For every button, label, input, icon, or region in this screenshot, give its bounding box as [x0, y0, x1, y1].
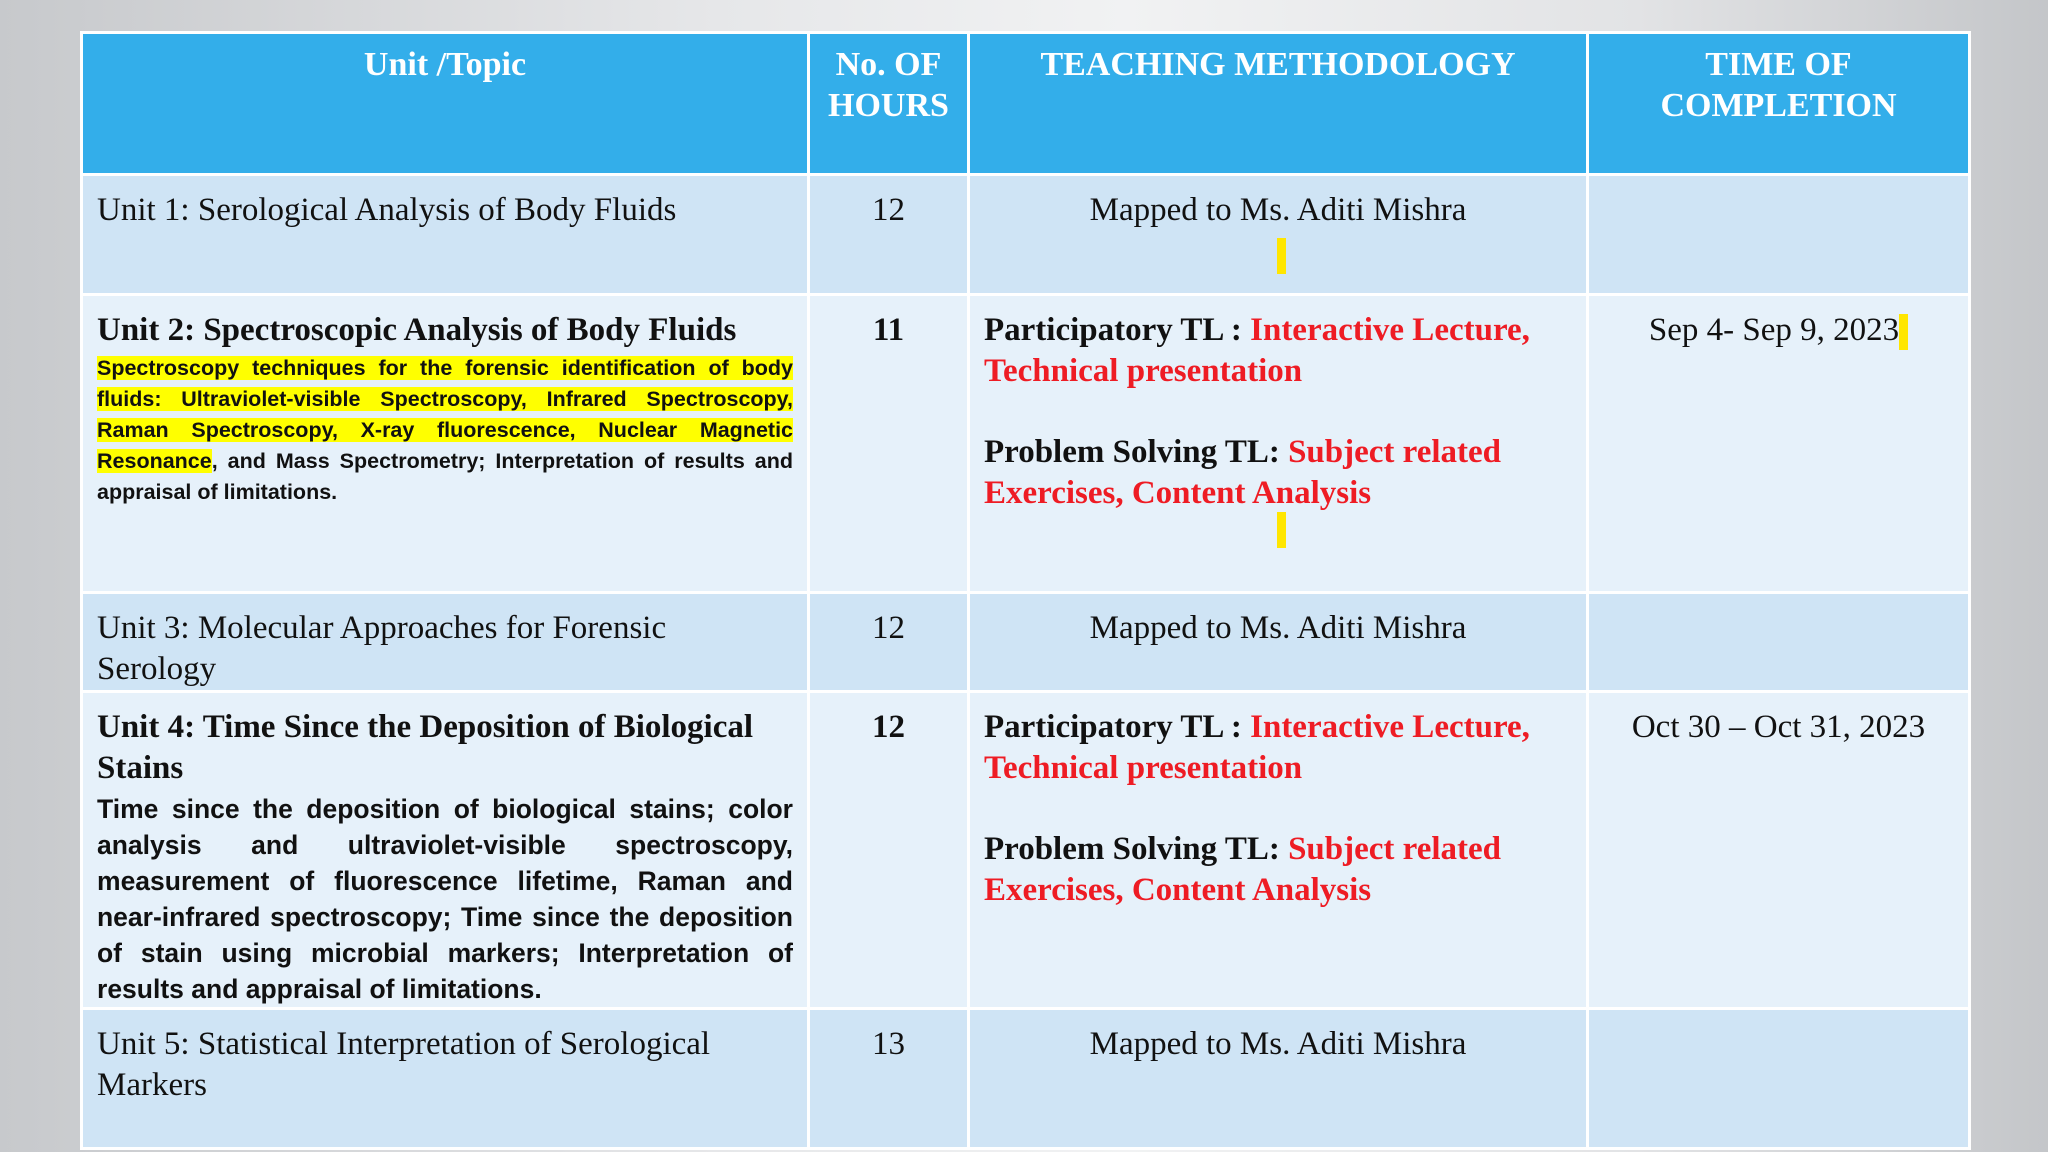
method-value: Subject related Exercises, Content Analysis — [984, 434, 1502, 511]
table-row — [82, 175, 1970, 295]
participatory-tl — [984, 707, 1572, 789]
time-cell — [1588, 295, 1970, 593]
highlighted-text: Spectroscopy techniques for the forensic identification of body fluids: Ultraviolet-visible Spectroscopy, Infrared Spectroscopy, Raman Spectroscopy, X-ray fluorescence, Nuclear Magnetic Resonance — [97, 356, 793, 473]
unit-title: Unit 4: Time Since the Deposition of Biological Stains — [97, 709, 754, 786]
unit-cell — [82, 692, 809, 1009]
unit-description: Time since the deposition of biological stains; color analysis and ultraviolet-visible spectroscopy, measurement of fluorescence lifetime, Raman and near-infrared spectroscopy; Time since the deposition of stain using microbial markers; Interpretation of results and appraisal of limitations. — [97, 794, 793, 1004]
time-cell — [1588, 692, 1970, 1009]
time-cell — [1588, 175, 1970, 295]
unit-title: Unit 5: Statistical Interpretation of Serological Markers — [97, 1026, 711, 1103]
hours-cell — [809, 175, 969, 295]
table-row — [82, 1009, 1970, 1149]
method-text: Mapped to Ms. Aditi Mishra — [1089, 1026, 1467, 1062]
time-value: Sep 4- Sep 9, 2023 — [1589, 296, 1968, 351]
method-label: Participatory TL : — [984, 709, 1251, 745]
method-cell — [969, 1009, 1588, 1149]
participatory-tl — [984, 310, 1572, 392]
unit-cell — [82, 295, 809, 593]
text-cursor-marker — [1899, 314, 1908, 350]
unit-cell — [82, 593, 809, 692]
table-header-row — [82, 33, 1970, 175]
header-unit-topic: Unit /Topic — [82, 33, 809, 175]
time-value — [1589, 1010, 1968, 1024]
table-row — [82, 692, 1970, 1009]
hours-value: 11 — [872, 312, 905, 348]
unit-title: Unit 2: Spectroscopic Analysis of Body Fluids — [97, 312, 737, 348]
hours-cell — [809, 295, 969, 593]
time-cell — [1588, 1009, 1970, 1149]
table-row — [82, 295, 1970, 593]
hours-value: 12 — [872, 610, 905, 646]
problem-solving-tl — [984, 829, 1572, 911]
method-text: Mapped to Ms. Aditi Mishra — [1089, 192, 1467, 228]
method-cell — [969, 692, 1588, 1009]
unit-cell — [82, 175, 809, 295]
table-row — [82, 593, 1970, 692]
unit-title: Unit 1: Serological Analysis of Body Fluids — [97, 192, 677, 228]
hours-value: 12 — [872, 192, 905, 228]
hours-cell — [809, 692, 969, 1009]
hours-cell — [809, 1009, 969, 1149]
method-text: Mapped to Ms. Aditi Mishra — [1089, 610, 1467, 646]
time-value: Oct 30 – Oct 31, 2023 — [1631, 709, 1926, 745]
text-cursor-marker — [1277, 512, 1286, 548]
time-value — [1589, 176, 1968, 190]
hours-value: 12 — [872, 709, 905, 745]
method-value: Subject related Exercises, Content Analysis — [984, 831, 1502, 908]
method-value: Interactive Lecture, Technical presentation — [984, 709, 1530, 786]
method-cell — [969, 593, 1588, 692]
unit-description — [97, 353, 793, 508]
method-cell — [969, 295, 1588, 593]
time-value — [1589, 594, 1968, 608]
header-time-of-completion: TIME OF COMPLETION — [1588, 33, 1970, 175]
method-label: Participatory TL : — [984, 312, 1251, 348]
unit-cell — [82, 1009, 809, 1149]
time-cell — [1588, 593, 1970, 692]
problem-solving-tl — [984, 432, 1572, 514]
description-rest: , and Mass Spectrometry; Interpretation of results and appraisal of limitations. — [97, 449, 793, 504]
method-value: Interactive Lecture, Technical presentation — [984, 312, 1530, 389]
header-hours: No. OF HOURS — [809, 33, 969, 175]
method-label: Problem Solving TL: — [984, 831, 1289, 867]
text-cursor-marker — [1277, 238, 1286, 274]
method-label: Problem Solving TL: — [984, 434, 1289, 470]
hours-value: 13 — [872, 1026, 905, 1062]
syllabus-table — [80, 31, 1971, 1150]
header-teaching-methodology: TEACHING METHODOLOGY — [969, 33, 1588, 175]
unit-title: Unit 3: Molecular Approaches for Forensic Serology — [97, 610, 667, 687]
method-cell — [969, 175, 1588, 295]
hours-cell — [809, 593, 969, 692]
